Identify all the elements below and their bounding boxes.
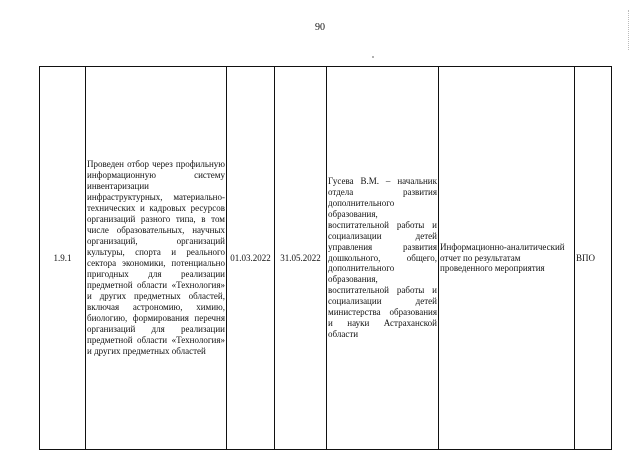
- page-number: 90: [315, 22, 325, 33]
- result-document-cell: Информационно-аналитический отчет по результатам проведенного мероприятия: [439, 67, 575, 450]
- scan-edge-mark: [628, 10, 633, 50]
- row-number-cell: 1.9.1: [40, 67, 86, 450]
- responsible-person-cell: Гусева В.М. – начальник отдела развития дополнительного образования, воспитательной работы и социализации детей управления развития дошкольного, общего, дополнительного образования, воспитательной работы и социализации детей министерства образования и науки Астраханской области: [327, 67, 439, 450]
- activity-description-cell: Проведен отбор через профильную информационную систему инвентаризации инфраструктурных, материально-технических и кадровых ресурсов организаций разного типа, в том числе образовательных, научных организаций, организаций культуры, спорта и реального сектора экономики, потенциально пригодных для реализации предметной области «Технология» и других предметных областей, включая астрономию, химию, биологию, формирования перечня организаций для реализации предметной области «Технология» и других предметных областей: [86, 67, 227, 450]
- end-date-cell: 31.05.2022: [275, 67, 327, 450]
- start-date-cell: 01.03.2022: [227, 67, 275, 450]
- executor-cell: ВПО: [575, 67, 612, 450]
- plan-table: [39, 66, 612, 450]
- scan-artifact-dot: [372, 56, 374, 58]
- table-row: [40, 67, 612, 450]
